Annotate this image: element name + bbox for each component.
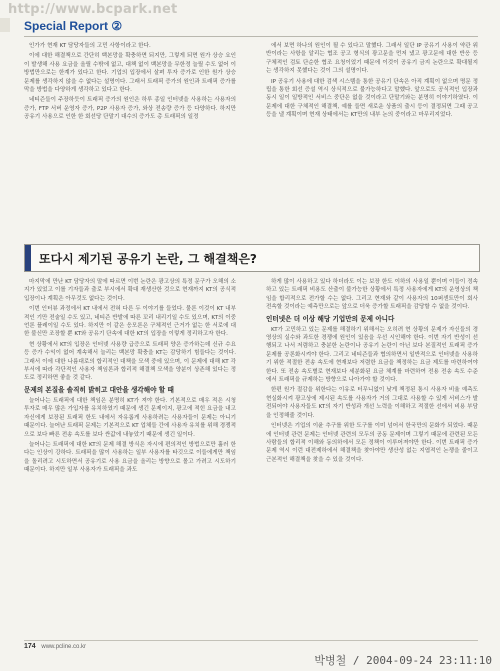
paragraph: 인터넷은 기업의 이윤 추구를 위한 도구를 이미 넘어서 한국만의 문화가 되었다. 때문에 인터넷 관련 문제는 인터넷 관련의 모두의 공동 문제이며 그렇기 때문에 관련된 모든 사람들의 합리적 이해와 동의하에서 모든 정책이 이루어져야만 한다. 이번 트래픽 증가 문제 역시 이런 대전제하에서 해결책을 찾아야만 생산성 없는 지엽적인 논쟁을 줄이고 근본적인 해결책을 찾을 수 있을 것이다. [266,423,478,463]
paragraph: 이에 대한 해결책으로 간단히 백본망을 확충하면 되지만, 그렇게 되면 원가 상승 요인이 발생해 사용 요금을 올릴 수밖에 없고, 대책 없이 백본망을 무한정 늘릴 수도 없어 이 방법만으로는 한계가 있다고 한다. 기업의 입장에서 살펴 투자 증가로 인한 원가 상승 문제를 생각하지 않을 수 없다는 설명이다. 그래서 트래픽 증가의 원인과 트래픽 증가를 막을 방법을 다양하게 생각하고 있다고 한다. [24,53,236,94]
paragraph: IP 공유기 사용에 대한 검색 시스템을 통한 공유기 단속은 아직 계획이 없으며 명문 정립을 통한 회선 증설 역시 상식적으로 불가능하다고 말했다. 앞으로도 공식적인 입장과 동시 일이 일방적인 서비스 중단은 없을 것이라고 단말기와는 분명히 이야기하였다. 이 문제에 대한 구체적인 해결책, 예를 들면 새로운 상품의 출시 등이 결정되면 그때 공고 등을 낼 계획이며 현재 상태에서는 KT만의 내부 논의 중이라고 마무리지었다. [266,78,478,119]
subheading: 문제의 본질을 솔직히 밝히고 대안을 생각해야 할 때 [24,385,174,394]
paragraph: 인가가 현재 KT 담당자들의 고민 사항이라고 한다. [29,43,151,49]
paragraph: 에서 보면 하나의 원인이 될 수 있다고 말했다. 그래서 일단 IP 공유기 사용이 약관 위반이라는 사항을 알리는 협조 공고 형식의 광고문을 먼저 냈고 광고문에 대한 반응 등 구체적인 검토 단순한 협조 요청이었기 때문에 이것이 공유기 금지 논란으로 확대될지는 생각하지 못했다는 것이 그의 설명이다. [266,43,478,75]
highlight-accent-bar [25,245,31,271]
bottom-left-column [24,278,236,477]
paragraph: 하게 많이 사용하고 있다 하더라도 이는 보장 한도 이하의 사용일 뿐이며 이들이 정속하고 있는 트래픽 비용도 산출이 불가능한 상황에서 특정 사용자에게 KT의 운영상의 책임을 합리적으로 전가할 수는 없다. 그리고 현재와 같이 사용자의 10퍼센트만이 회사 전속할 것이라는 예측만으로는 앞으로 더욱 증가할 트래픽을 감당할 수 없을 것이다. [266,279,478,311]
footer-site: www.pcline.co.kr [41,644,87,650]
bottom-right-column [266,278,478,466]
paragraph: 늘어나는 트래픽에 대한 책임은 분명히 KT가 져야 한다. 기본적으로 매우 적은 시청 투자로 매우 많은 가입자를 유치하였기 때문에 생긴 문제이지, 광고에 적힌 요금을 내고 자신에게 보장된 트래픽 한도 내에서 자유롭게 사용하려는 사용자들이 문제는 아니기 때문이다. 늘어난 트래픽 문제는 기본적으로 KT 업체들 간에 사용자 유치를 위해 경쟁적으로 보다 빠른 전송 속도를 보다 싼값에 내놓았기 때문에 생긴 일이다. [24,397,236,438]
page-footer [24,643,86,650]
paragraph: 네티즌들이 주장하듯이 트래픽 증가의 원인은 하루 종일 인터넷을 사용하는 사용자의 증가, FTP 서버 운영자 증가, P2P 사용자 증가, 와상 전송량 증가 등 다양하다. 하지만 공유기 사용으로 인한 한 회선당 단말기 대수의 증가도 총 트래픽의 일정 [24,97,236,121]
header-divider [24,36,478,37]
paragraph: KT가 고민하고 있는 문제를 해결하기 위해서는 오히려 현 상황의 문제가 자신들의 경영상의 실수와 과도한 경쟁에 원인이 있음을 우선 시인해야 한다. 이번 자기 반성이 선행되고 나서 저렴하고 충분한 논란이나 공유기 논란이 아닌 보다 본질적인 트래픽 증가 문제를 공론화시켜야 한다. 그리고 네티즌들과 협의하면서 일반적으로 인터넷을 사용하기 위한 적절한 전송 속도에 현재보다 저렴한 요금을 책정하는 요금 제도를 마련하여야 한다. 또 전송 속도별로 현재보다 세분화된 요금 체계를 마련하여 전용 전송 속도 수준에서 트래픽을 규제하는 방향으로 나아가야 할 것이다. [266,326,478,384]
subheading: 인터넷은 더 이상 해당 기업만의 문제 아니다 [266,314,395,323]
footer-divider [24,640,478,641]
paragraph: 늘어나는 트래픽에 대한 KT의 문제 해결 방식은 자시에 편의적인 방법으로만 흘러 한다는 인상이 강하다. 트래픽을 많이 사용하는 일부 사용자를 타깃으로 이들에게만 책임을 돌리려고 시도하면서 공유기로 사용 요금을 올리는 방향으로 몰고 가려고 시도하기 때문이다. 하지만 일부 사용자가 트래픽을 과도 [24,441,236,474]
top-left-column [24,42,236,124]
page-number: 174 [24,643,36,650]
section-title: Special Report ② [24,19,123,33]
highlight-title: 또다시 제기된 공유기 논란, 그 해결책은? [39,252,257,266]
paragraph: 마지막에 만난 KT 담당자의 말에 따르면 이번 논란은 광고상의 특정 문구가 오해의 소지가 있었고 이를 기자들과 출로 부시에서 확대 재생산한 것으로 현재까지 KT의 공식적 입장이나 계획은 아무것도 없다는 것이다. [24,279,236,302]
paragraph: 이번 인터뷰 과정에서 KT 내에서 전혀 다른 두 이야기를 들었다. 물론 이것이 KT 내부적인 기만 전술일 수도 있고, 네티즌 반발에 따른 꼬리 내리기일 수도 있으며, KT의 이중 언론 플레이일 수도 있다. 하지만 이 같은 응모론은 구체적인 근거가 없는 한 서로에 대한 불신만 조장할 뿐 KT와 공유기 단속에 대한 KT의 입장을 이렇게 정리하고자 한다. [24,306,236,338]
top-right-column [266,42,478,122]
paragraph: 현 상황에서 KT의 입장은 인터넷 사용량 급증으로 트래픽 양은 증가하는데 신규 수요 등 증가 수익이 없어 계속해서 늘리는 백본망 확충을 KT는 감당하기 힘들다는 것이다. 그래서 이에 대한 나름대로의 합리적인 대책을 모색 중에 있으며, 이 문제에 대해 KT 각 부서에 따라 각단적인 사용자 책임론과 합리적 해결책 모색을 양분이 상존해 있다는 정도로 정리하면 좋을 것 같다. [24,341,236,382]
page-edge-strip [0,18,10,32]
capture-timestamp: 박병철 / 2004-09-24 23:11:10 [314,654,492,667]
watermark: http://www.bcpark.net [8,2,178,17]
paragraph: 한편 원가 절감을 위한다는 이유로 터무니없이 낮게 책정된 통시 사용자 비율 예측도 현실화시켜 광고상에 제시된 속도를 사용자가 거의 그대로 사용할 수 있게 서비스가 발전되어야 사용자들도 KT의 자기 반성과 개선 노력을 이해하고 적절한 선에서 비용 부담을 인정해줄 것이다. [266,387,478,419]
highlight-box [24,244,480,272]
